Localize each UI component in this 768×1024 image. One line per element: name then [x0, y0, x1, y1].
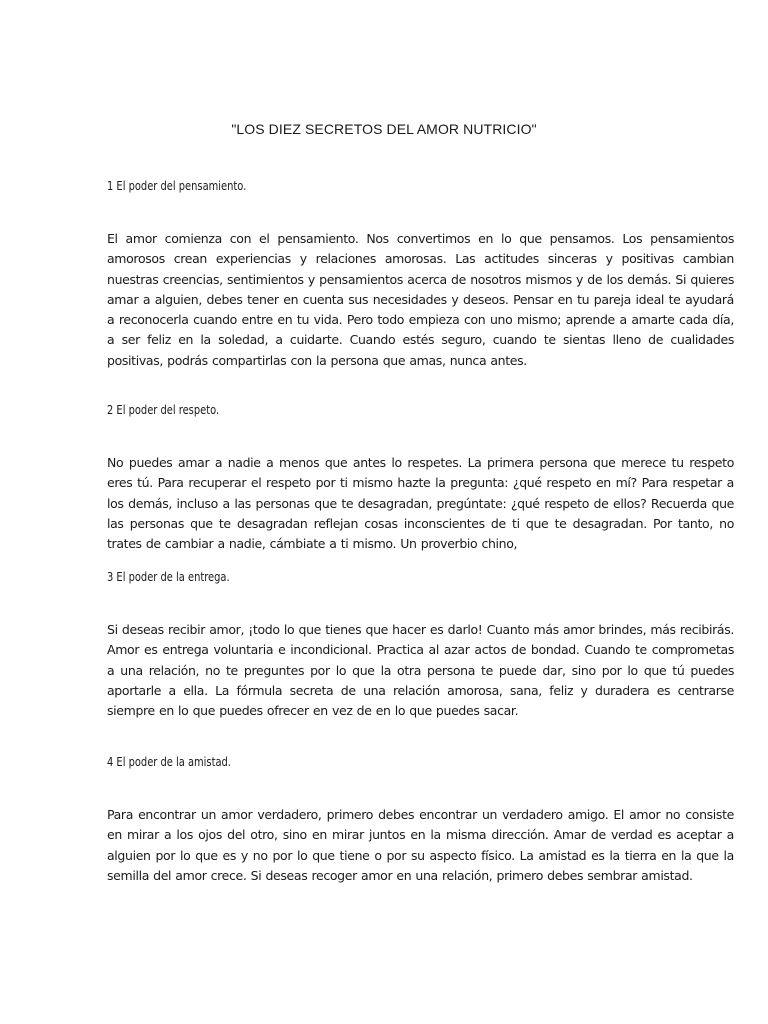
section-body-entrega: Si deseas recibir amor, ¡todo lo que tienes que hacer es darlo! Cuanto más amor brindes, más recibirás. Amor es entrega voluntaria e incondicional. Practica al azar actos de bondad. Cuando te comprometas a una relación, no te preguntes por lo que la otra persona te puede dar, sino por lo que tú puedes aportarle a ella. La fórmula secreta de una relación amorosa, sana, feliz y duradera es centrarse siempre en lo que puedes ofrecer en vez de en lo que puedes sacar. [107, 622, 734, 719]
section-heading-pensamiento: 1 El poder del pensamiento. [107, 178, 247, 193]
section-body-pensamiento: El amor comienza con el pensamiento. Nos convertimos en lo que pensamos. Los pensamientos amorosos crean experiencias y relaciones amorosas. Las actitudes sinceras y positivas cambian nuestras creencias, sentimientos y pensamientos acerca de nosotros mismos y de los demás. Si quieres amar a alguien, debes tener en cuenta sus necesidades y deseos. Pensar en tu pareja ideal te ayudará a reconocerla cuando entre en tu vida. Pero todo empieza con uno mismo; aprende a amarte cada día, a ser feliz en la soledad, a cuidarte. Cuando estés seguro, cuando te sientas lleno de cualidades positivas, podrás compartirlas con la persona que amas, nunca antes. [107, 231, 734, 368]
section-heading-respeto: 2 El poder del respeto. [107, 402, 220, 417]
section-body-amistad: Para encontrar un amor verdadero, primero debes encontrar un verdadero amigo. El amor no consiste en mirar a los ojos del otro, sino en mirar juntos en la misma dirección. Amar de verdad es aceptar a alguien por lo que es y no por lo que tiene o por su aspecto físico. La amistad es la tierra en la que la semilla del amor crece. Si deseas recoger amor en una relación, primero debes sembrar amistad. [107, 807, 734, 883]
section-heading-entrega: 3 El poder de la entrega. [107, 569, 230, 584]
document-title: "LOS DIEZ SECRETOS DEL AMOR NUTRICIO" [231, 121, 537, 137]
section-heading-amistad: 4 El poder de la amistad. [107, 754, 231, 769]
section-body-respeto: No puedes amar a nadie a menos que antes lo respetes. La primera persona que merece tu respeto eres tú. Para recuperar el respeto por ti mismo hazte la pregunta: ¿qué respeto en mí? Para respetar a los demás, incluso a las personas que te desagradan, pregúntate: ¿qué respeto de ellos? Recuerda que las personas que te desagradan reflejan cosas inconscientes de ti que te desagradan. Por tanto, no trates de cambiar a nadie, cámbiate a ti mismo. Un proverbio chino, [107, 455, 734, 552]
